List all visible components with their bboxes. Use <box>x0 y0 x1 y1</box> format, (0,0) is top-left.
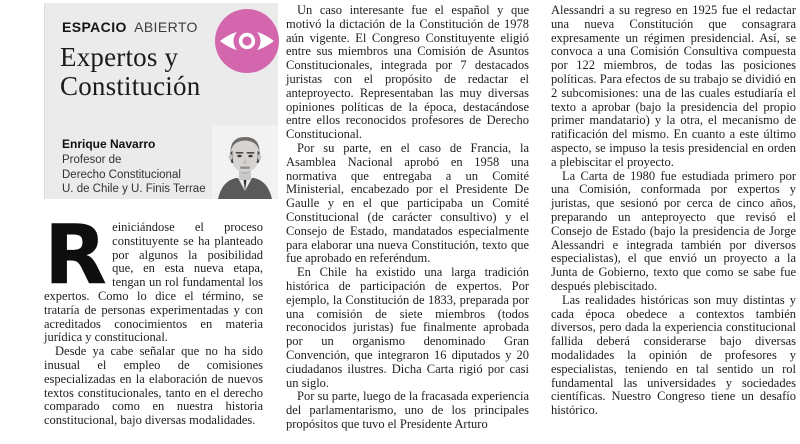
article-column-3 <box>551 4 796 418</box>
paragraph-text: En Chile ha existido una larga tradición histórica de participación de expertos. Por ejemplo, la Constitución de 1833, preparada por una comisión de siete miembros (todos reconocidos juristas) fue finalmente aprobada por un organismo denominado Gran Convención, que integraron 16 diputados y 20 ciudadanos ilustres. Dicha Carta rigió por casi un siglo. <box>286 265 529 390</box>
article-paragraph <box>286 142 529 266</box>
article-paragraph <box>551 294 796 418</box>
article-paragraph <box>551 170 796 294</box>
paragraph-text: La Carta de 1980 fue estudiada primero por una Comisión, conformada por expertos y juristas, que sesionó por cerca de cinco años, preparando un anteproyecto que revisó el Consejo de Estado (bajo la presidencia de Jorge Alessandri e integrada también por diversos especialistas), el que envió un proyecto a la Junta de Gobierno, texto que como se sabe fue después plebiscitado. <box>551 168 796 293</box>
author-role-line1: Profesor de <box>62 154 122 166</box>
page-title-line2: Constitución <box>60 71 201 101</box>
drop-cap: R <box>44 208 106 303</box>
paragraph-text: Por su parte, en el caso de Francia, la Asamblea Nacional aprobó en 1958 una normativa que entregaba a un Comité Ministerial, encabezado por el Presidente De Gaulle y en el que participaba un Comité Constitucional (de carácter consultivo) y el Consejo de Estado, mandatados especialmente para elaborar una nueva Constitución, texto que fue aprobado en referéndum. <box>286 140 529 266</box>
paragraph-text: Un caso interesante fue el español y que motivó la dictación de la Constitución de 1978 aún vigente. El Congreso Constituyente eligió entre sus miembros una Comisión de Asuntos Constitucionales, integrada por 7 destacados juristas con el propósito de redactar el anteproyecto. Representaban las muy diversas opiniones políticas de la época, destacándose entre ellos reconocidos profesores de Derecho Constitucional. <box>286 3 529 142</box>
article-column-1 <box>44 208 263 428</box>
paragraph-text: Por su parte, luego de la fracasada experiencia del parlamentarismo, uno de los principales propósitos que tuvo el Presidente Arturo <box>286 389 529 431</box>
paragraph-text: Alessandri a su regreso en 1925 fue el redactar una nueva Constitución que consagrara expresamente un régimen presidencial. Así, se convoca a una Comisión Consultiva compuesta por 122 miembros, de todas las posiciones políticas. Para efectos de su trabajo se dividió en 2 subcomisiones: una de las cuales estudiaría el texto a aprobar (bajo la presidencia del propio primer mandatario) y la otra, el mecanismo de ratificación del mismo. En cuanto a este último aspecto, se impuso la tesis presidencial en orden a plebiscitar el proyecto. <box>551 3 796 169</box>
author-role-line2: Derecho Constitucional <box>62 168 181 181</box>
eye-badge <box>215 9 279 73</box>
page-title <box>60 43 200 101</box>
masthead-box <box>44 3 278 199</box>
eye-icon <box>215 9 279 73</box>
article-paragraph <box>551 4 796 170</box>
paragraph-text: Desde ya cabe señalar que no ha sido inusual el empleo de comisiones especializadas en la elaboración de nuevos textos constitucionales, tanto en el derecho comparado como en nuestra historia constitucional, bajo diversas modalidades. <box>44 344 263 428</box>
article-paragraph <box>44 208 263 345</box>
section-kicker <box>62 19 198 35</box>
article-paragraph <box>286 4 529 142</box>
author-role <box>62 153 206 197</box>
section-kicker-bold: ESPACIO <box>62 19 127 35</box>
portrait-image <box>212 125 278 199</box>
page-title-line1: Expertos y <box>60 42 179 72</box>
article-column-2 <box>286 4 529 432</box>
article-paragraph <box>44 345 263 428</box>
paragraph-text: einiciándose el proceso constituyente se ha planteado por algunos la posibilidad que, en esta nueva etapa, tengan un rol fundamental los expertos. Como lo dice el término, se trataría de personas experimentadas y con acreditados conocimientos en materia jurídica y constitucional. <box>44 220 263 345</box>
author-name: Enrique Navarro <box>62 137 156 151</box>
section-kicker-light: ABIERTO <box>134 19 198 35</box>
article-paragraph <box>286 390 529 431</box>
author-photo <box>212 125 278 199</box>
article-paragraph <box>286 266 529 390</box>
author-role-line3: U. de Chile y U. Finis Terrae <box>62 183 206 195</box>
paragraph-text: Las realidades históricas son muy distintas y cada época obedece a contextos también diversos, pero dada la experiencia constitucional fallida deberá considerarse bajo diversas modalidades la opinión de profesores y especialistas, teniendo en tal sentido un rol fundamental las universidades y sociedades científicas. Nuestro Congreso tiene un desafío histórico. <box>551 292 796 418</box>
